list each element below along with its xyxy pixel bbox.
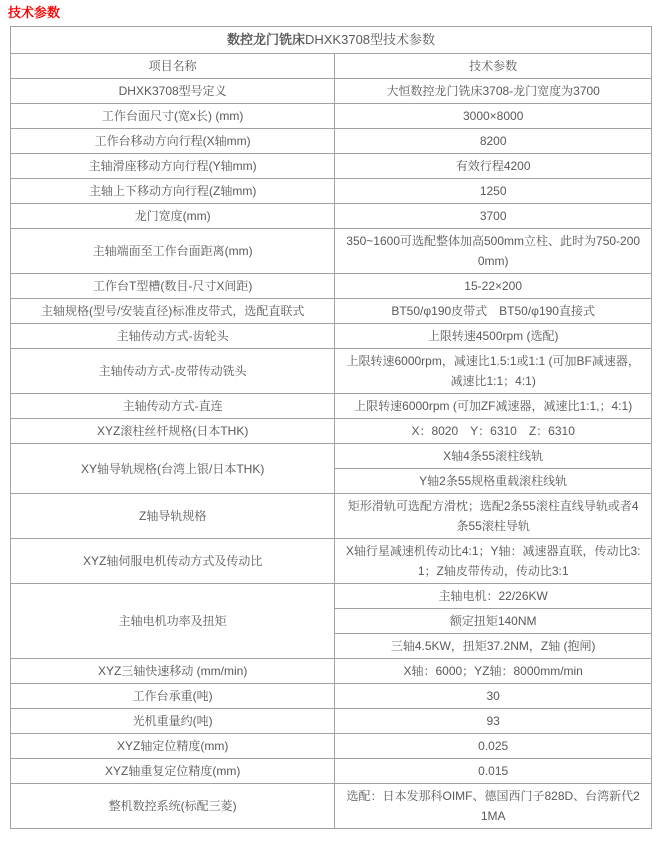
spec-value-cell: 选配：日本发那科OIMF、德国西门子828D、台湾新代21MA <box>335 784 652 829</box>
spec-value-cell: 额定扭矩140NM <box>335 609 652 634</box>
spec-value-cell: X：8020 Y：6310 Z：6310 <box>335 419 652 444</box>
spec-label-cell: DHXK3708型号定义 <box>11 79 335 104</box>
spec-table <box>10 26 652 829</box>
spec-label-cell: 主轴电机功率及扭矩 <box>11 584 335 659</box>
spec-value-cell: X轴：6000；YZ轴：8000mm/min <box>335 659 652 684</box>
table-title-bold: 数控龙门铣床 <box>226 32 305 47</box>
spec-value-cell: 上限转速6000rpm，减速比1.5:1或1:1 (可加BF减速器，减速比1:1；4:1) <box>335 349 652 394</box>
table-row <box>11 444 652 469</box>
table-row <box>11 759 652 784</box>
spec-value-cell: BT50/φ190皮带式 BT50/φ190直接式 <box>335 299 652 324</box>
column-header-row <box>11 54 652 79</box>
table-row <box>11 274 652 299</box>
spec-value-cell: 矩形滑轨可选配方滑枕；选配2条55滚柱直线导轨或者4条55滚柱导轨 <box>335 494 652 539</box>
spec-label-cell: 工作台面尺寸(宽x长) (mm) <box>11 104 335 129</box>
spec-label-cell: 龙门宽度(mm) <box>11 204 335 229</box>
table-row <box>11 539 652 584</box>
spec-label-cell: XYZ滚柱丝杆规格(日本THK) <box>11 419 335 444</box>
spec-value-cell: 93 <box>335 709 652 734</box>
spec-value-cell: 0.025 <box>335 734 652 759</box>
spec-label-cell: 主轴传动方式-直连 <box>11 394 335 419</box>
spec-label-cell: 光机重量约(吨) <box>11 709 335 734</box>
table-row <box>11 584 652 609</box>
col-header-value: 技术参数 <box>335 54 652 79</box>
section-title: 技术参数 <box>8 5 61 20</box>
spec-value-cell: 上限转速4500rpm (选配) <box>335 324 652 349</box>
table-row <box>11 129 652 154</box>
table-row <box>11 394 652 419</box>
spec-value-cell: 上限转速6000rpm (可加ZF减速器，减速比1:1,；4:1) <box>335 394 652 419</box>
spec-label-cell: 主轴传动方式-皮带传动铣头 <box>11 349 335 394</box>
table-row <box>11 104 652 129</box>
spec-value-cell: 8200 <box>335 129 652 154</box>
table-row <box>11 299 652 324</box>
table-row <box>11 349 652 394</box>
spec-label-cell: 主轴传动方式-齿轮头 <box>11 324 335 349</box>
spec-value-cell: X轴4条55滚柱线轨 <box>335 444 652 469</box>
spec-label-cell: 工作台T型槽(数目-尺寸X间距) <box>11 274 335 299</box>
spec-value-cell: 三轴4.5KW，扭矩37.2NM，Z轴 (抱闸) <box>335 634 652 659</box>
spec-label-cell: 主轴端面至工作台面距离(mm) <box>11 229 335 274</box>
col-header-label: 项目名称 <box>11 54 335 79</box>
spec-label-cell: 工作台承重(吨) <box>11 684 335 709</box>
spec-value-cell: X轴行星减速机传动比4:1；Y轴：减速器直联，传动比3:1；Z轴皮带传动，传动比3:1 <box>335 539 652 584</box>
spec-value-cell: 大恒数控龙门铣床3708-龙门宽度为3700 <box>335 79 652 104</box>
spec-value-cell: 350~1600可选配整体加高500mm立柱、此时为750-2000mm) <box>335 229 652 274</box>
spec-value-cell: 主轴电机：22/26KW <box>335 584 652 609</box>
table-row <box>11 709 652 734</box>
table-row <box>11 784 652 829</box>
spec-label-cell: 主轴上下移动方向行程(Z轴mm) <box>11 179 335 204</box>
spec-label-cell: XYZ轴定位精度(mm) <box>11 734 335 759</box>
spec-value-cell: 有效行程4200 <box>335 154 652 179</box>
table-row <box>11 734 652 759</box>
spec-label-cell: 整机数控系统(标配三菱) <box>11 784 335 829</box>
table-row <box>11 659 652 684</box>
table-title-cell: 数控龙门铣床DHXK3708型技术参数 <box>11 27 652 54</box>
spec-label-cell: XYZ轴伺服电机传动方式及传动比 <box>11 539 335 584</box>
table-row <box>11 179 652 204</box>
spec-label-cell: 主轴规格(型号/安装直径)标准皮带式，选配直联式 <box>11 299 335 324</box>
spec-value-cell: 15-22×200 <box>335 274 652 299</box>
table-row <box>11 419 652 444</box>
table-row <box>11 494 652 539</box>
spec-value-cell: 3000×8000 <box>335 104 652 129</box>
spec-value-cell: 3700 <box>335 204 652 229</box>
spec-value-cell: 30 <box>335 684 652 709</box>
spec-value-cell: Y轴2条55规格重载滚柱线轨 <box>335 469 652 494</box>
spec-label-cell: XYZ三轴快速移动 (mm/min) <box>11 659 335 684</box>
spec-table-body <box>11 27 652 829</box>
spec-value-cell: 1250 <box>335 179 652 204</box>
spec-label-cell: Z轴导轨规格 <box>11 494 335 539</box>
spec-label-cell: 工作台移动方向行程(X轴mm) <box>11 129 335 154</box>
table-row <box>11 79 652 104</box>
table-row <box>11 324 652 349</box>
table-row <box>11 684 652 709</box>
table-row <box>11 154 652 179</box>
spec-value-cell: 0.015 <box>335 759 652 784</box>
spec-label-cell: XYZ轴重复定位精度(mm) <box>11 759 335 784</box>
spec-label-cell: 主轴滑座移动方向行程(Y轴mm) <box>11 154 335 179</box>
table-row <box>11 229 652 274</box>
table-row <box>11 204 652 229</box>
spec-label-cell: XY轴导轨规格(台湾上银/日本THK) <box>11 444 335 494</box>
table-title-row <box>11 27 652 54</box>
